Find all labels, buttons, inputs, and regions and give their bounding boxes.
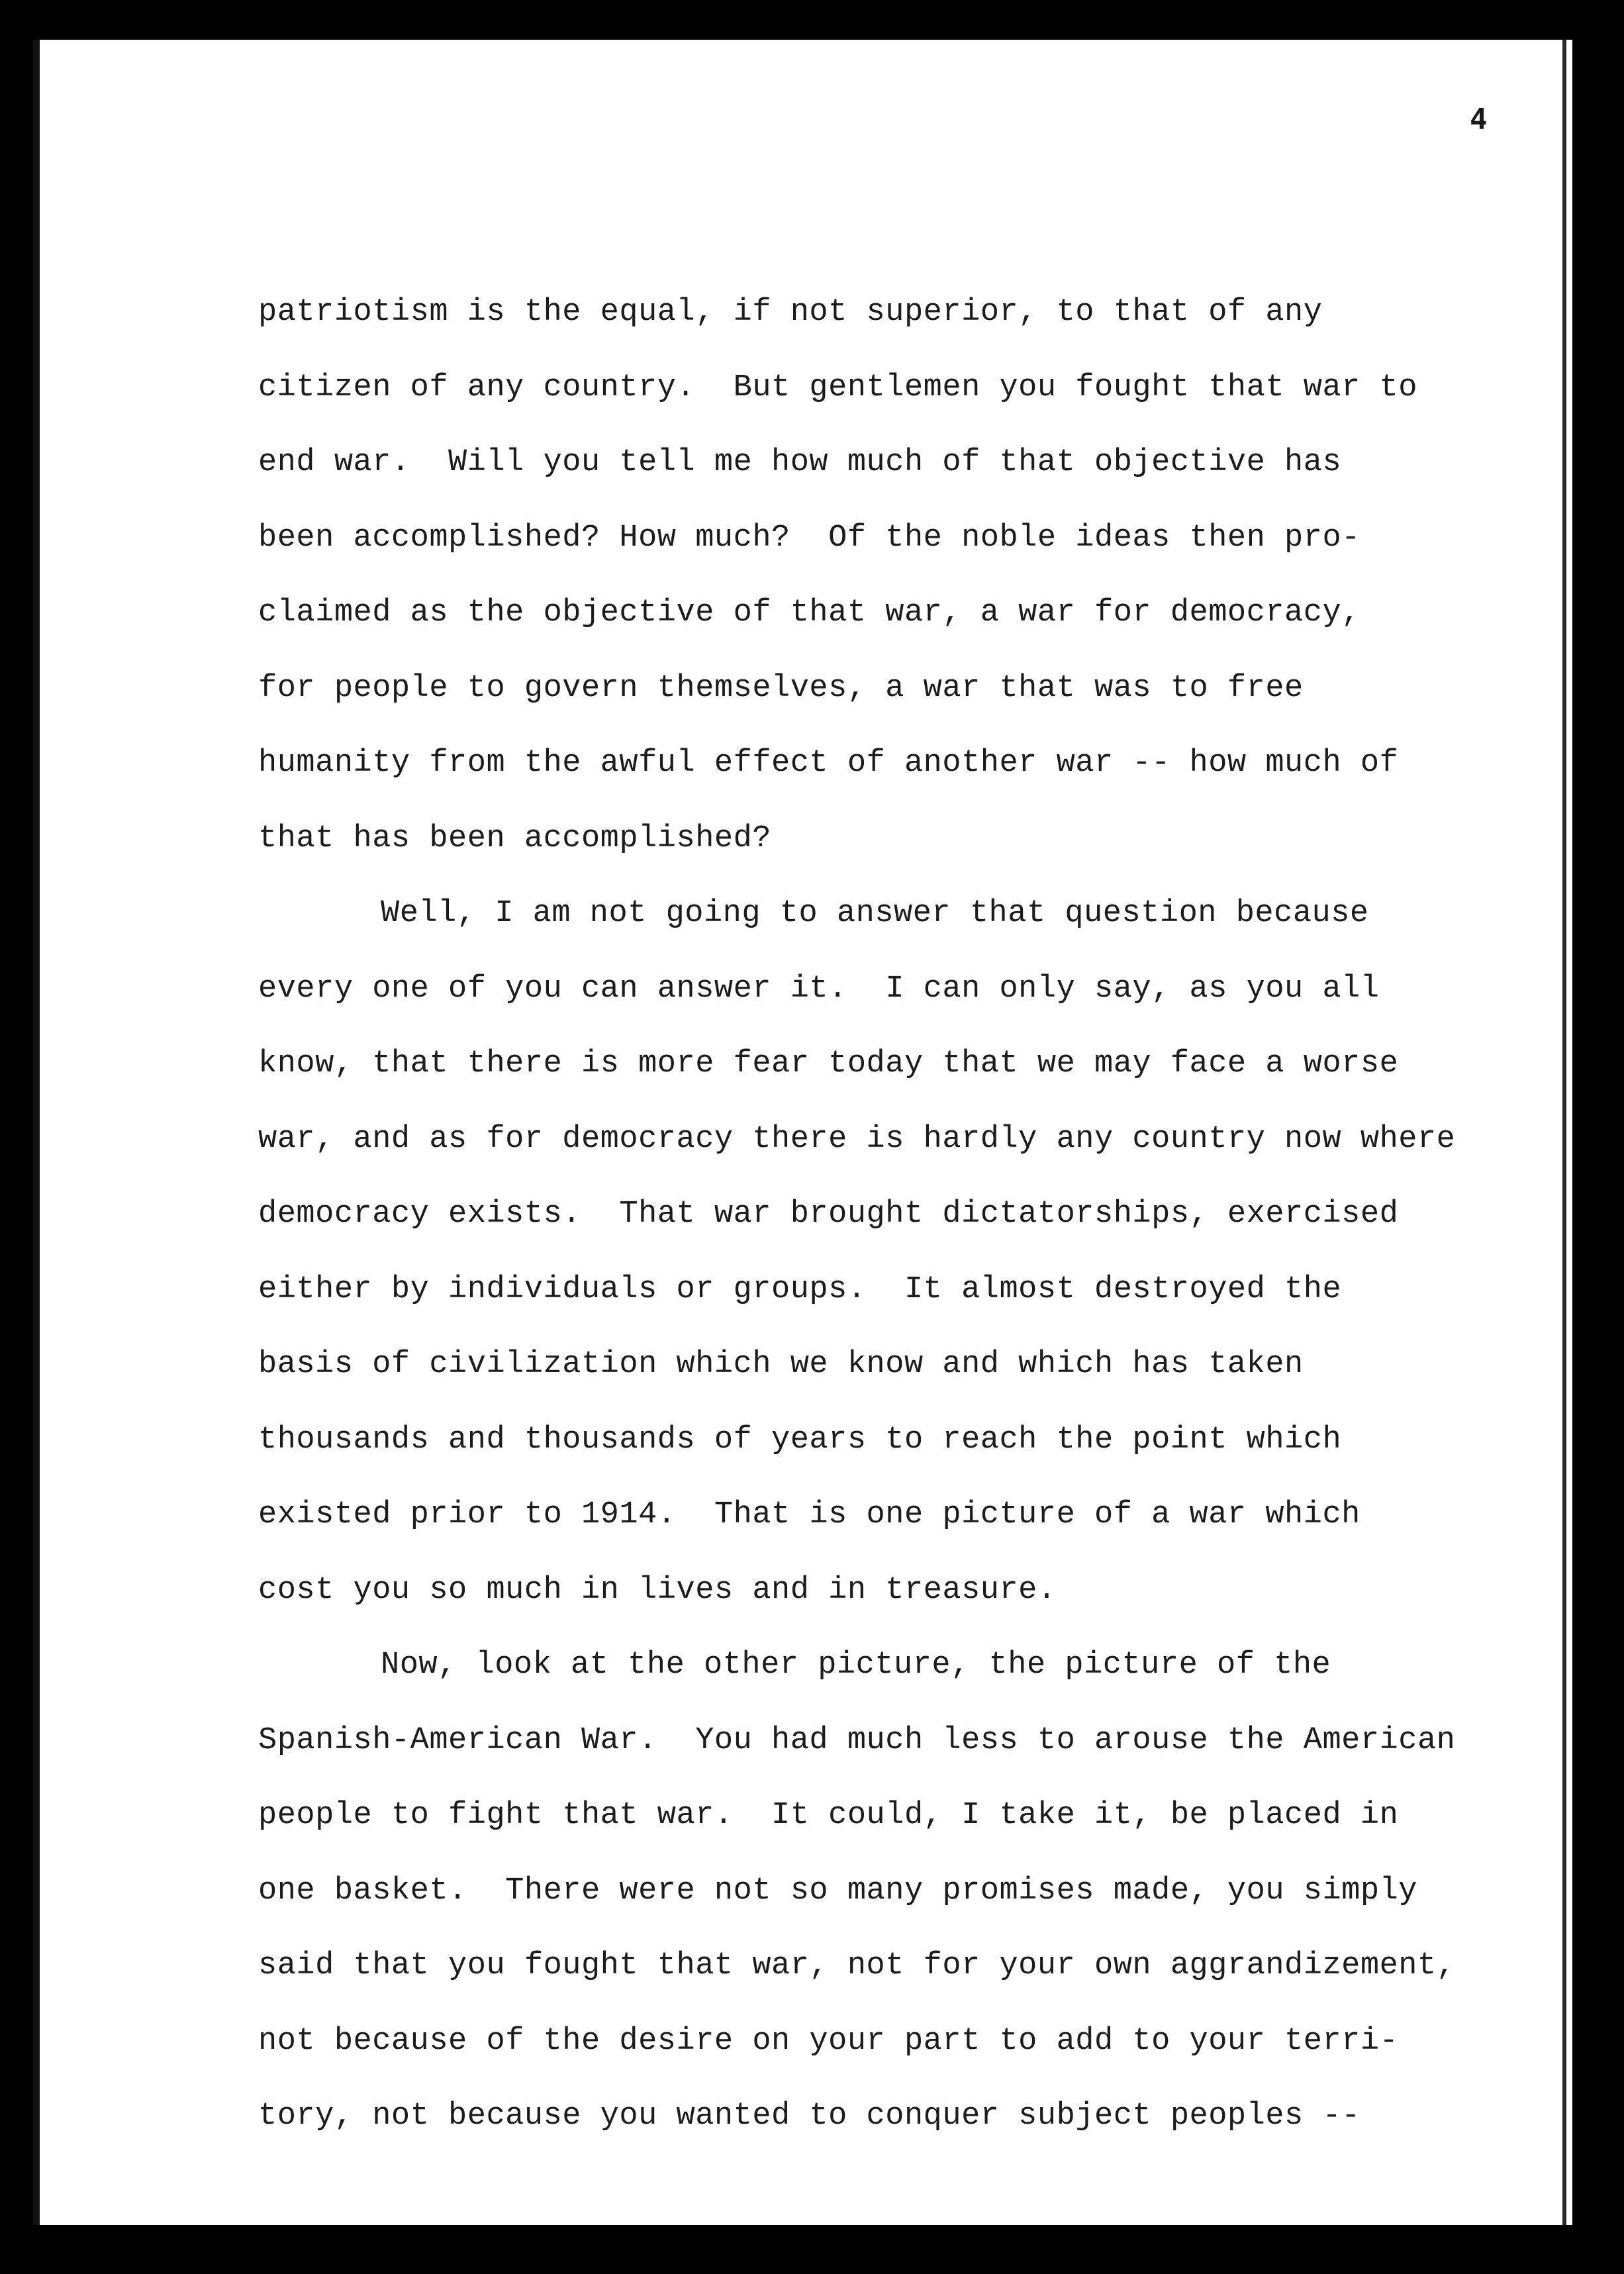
- text-line: patriotism is the equal, if not superior, to that of any: [258, 295, 1323, 330]
- text-line: humanity from the awful effect of another war -- how much of: [258, 746, 1399, 781]
- text-line: democracy exists. That war brought dictatorships, exercised: [258, 1197, 1399, 1232]
- text-line: tory, not because you wanted to conquer subject peoples --: [258, 2099, 1361, 2134]
- text-line: cost you so much in lives and in treasure.: [258, 1572, 1057, 1608]
- text-line: that has been accomplished?: [258, 820, 772, 856]
- text-line: war, and as for democracy there is hardly any country now where: [258, 1121, 1456, 1157]
- scan-edge-mark: [1562, 40, 1566, 2225]
- text-line: Well, I am not going to answer that question because: [381, 896, 1369, 931]
- text-line: not because of the desire on your part to add to your terri-: [258, 2023, 1399, 2059]
- text-line: Spanish-American War. You had much less to arouse the American: [258, 1722, 1456, 1758]
- page-number: 4: [1470, 103, 1488, 136]
- text-line: either by individuals or groups. It almost destroyed the: [258, 1271, 1342, 1307]
- text-line: claimed as the objective of that war, a war for democracy,: [258, 595, 1361, 630]
- text-line: Now, look at the other picture, the picture of the: [381, 1648, 1331, 1683]
- text-line: know, that there is more fear today that we may face a worse: [258, 1046, 1399, 1081]
- text-line: said that you fought that war, not for your own aggrandizement,: [258, 1948, 1456, 1983]
- document-body: [258, 275, 1582, 2154]
- text-line: citizen of any country. But gentlemen you fought that war to: [258, 370, 1417, 405]
- text-line: end war. Will you tell me how much of that objective has: [258, 445, 1342, 480]
- document-page: [33, 40, 1572, 2225]
- text-line: been accomplished? How much? Of the noble ideas then pro-: [258, 520, 1361, 556]
- text-line: one basket. There were not so many promises made, you simply: [258, 1873, 1417, 1908]
- text-line: existed prior to 1914. That is one picture of a war which: [258, 1497, 1361, 1532]
- text-line: every one of you can answer it. I can only say, as you all: [258, 971, 1380, 1007]
- text-line: thousands and thousands of years to reach the point which: [258, 1422, 1342, 1458]
- text-line: for people to govern themselves, a war that was to free: [258, 670, 1304, 706]
- text-line: people to fight that war. It could, I take it, be placed in: [258, 1798, 1399, 1833]
- text-line: basis of civilization which we know and which has taken: [258, 1347, 1304, 1382]
